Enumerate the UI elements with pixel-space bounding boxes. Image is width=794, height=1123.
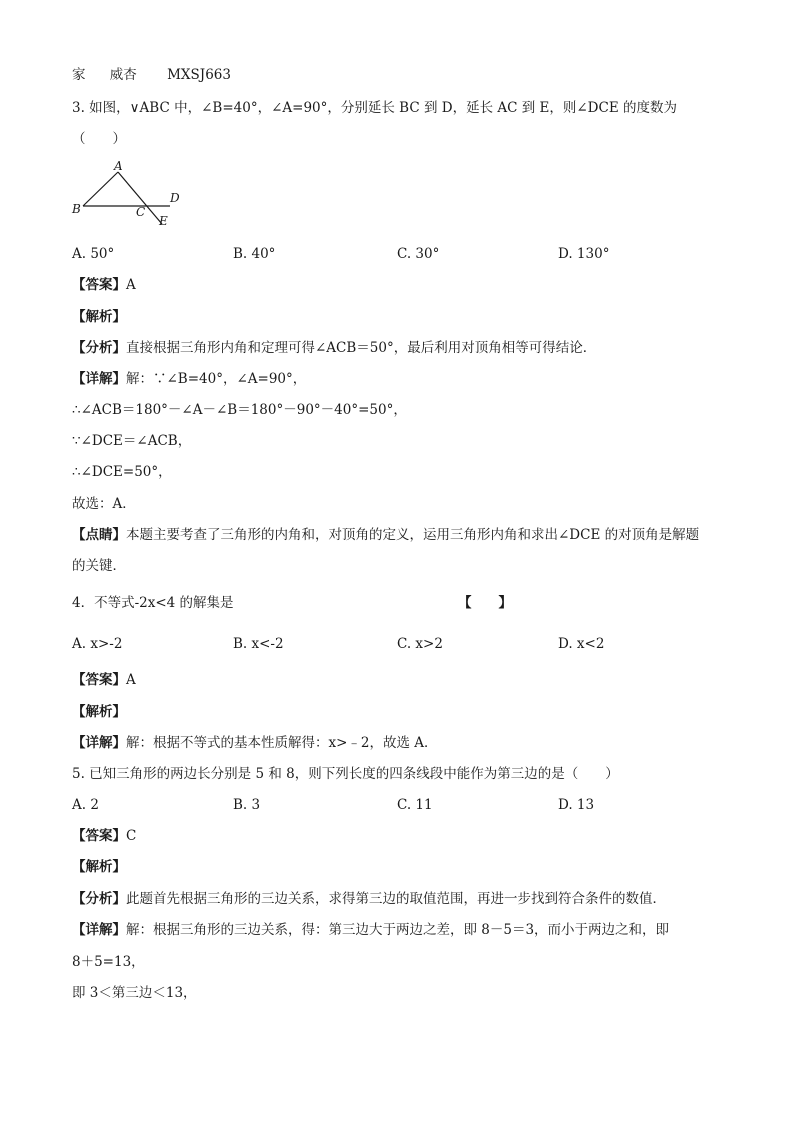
q4-stem: 4．不等式-2x<4 的解集是	[72, 595, 234, 611]
q3-option-a: A. 50°	[72, 246, 115, 262]
header-text-b: 威杏	[109, 67, 137, 83]
q3-analysis-tag: 【解析】	[72, 309, 126, 325]
q5-analysis-tag: 【解析】	[72, 859, 126, 875]
q3-detail-tag: 【详解】	[72, 371, 126, 387]
q5-detail-3: 即 3＜第三边＜13，	[72, 985, 197, 1001]
q3-detail-1	[72, 370, 306, 388]
q5-fenxi	[72, 890, 666, 908]
q4-answer-value: A	[126, 672, 136, 688]
q5-stem: 5. 已知三角形的两边长分别是 5 和 8，则下列长度的四条线段中能作为第三边的是（ ）	[72, 766, 619, 782]
q3-stem-line1: 3. 如图，∨ABC 中，∠B=40°，∠A=90°，分别延长 BC 到 D，延长 AC 到 E，则∠DCE 的度数为	[72, 100, 677, 116]
page-header	[72, 66, 231, 84]
q3-answer-value: A	[126, 277, 136, 293]
q3-detail-5: 故选：A．	[72, 496, 136, 512]
q4-option-a: A. x>-2	[72, 636, 123, 652]
label-c: C	[136, 205, 146, 219]
q4-option-d: D. x<2	[558, 636, 605, 652]
q4-answer	[72, 671, 136, 689]
q4-analysis-tag: 【解析】	[72, 704, 126, 720]
q4-detail-tag: 【详解】	[72, 735, 126, 751]
q4-option-b: B. x<-2	[233, 636, 284, 652]
q3-comment-tag: 【点睛】	[72, 527, 126, 543]
line-ab	[83, 172, 118, 206]
q3-answer	[72, 276, 136, 294]
q3-fenxi-text: 直接根据三角形内角和定理可得∠ACB＝50°，最后利用对顶角相等可得结论．	[126, 340, 597, 356]
q4-answer-tag: 【答案】	[72, 672, 126, 688]
q5-option-b: B. 3	[233, 797, 261, 813]
header-text-a: 家	[72, 67, 86, 83]
label-e: E	[159, 214, 168, 228]
label-d: D	[170, 191, 180, 205]
q3-option-d: D. 130°	[558, 246, 610, 262]
q3-fenxi-tag: 【分析】	[72, 340, 126, 356]
q5-fenxi-text: 此题首先根据三角形的三边关系，求得第三边的取值范围，再进一步找到符合条件的数值．	[126, 891, 666, 907]
q3-detail-text-1: 解：∵∠B=40°，∠A=90°，	[126, 371, 307, 387]
q3-answer-tag: 【答案】	[72, 277, 126, 293]
q4-detail-text: 解：根据不等式的基本性质解得：x>﹣2，故选 A．	[126, 735, 438, 751]
q3-detail-2: ∴∠ACB＝180°－∠A－∠B＝180°－90°－40°=50°，	[72, 402, 407, 418]
q4-detail	[72, 734, 438, 752]
label-a: A	[114, 159, 123, 173]
q3-detail-3: ∵∠DCE＝∠ACB，	[72, 433, 192, 449]
q4-bracket: 【 】	[458, 595, 512, 611]
q5-answer	[72, 827, 136, 845]
header-code: MXSJ663	[167, 67, 231, 83]
q3-fenxi	[72, 339, 596, 357]
q3-comment-1	[72, 526, 699, 544]
q3-triangle-figure	[70, 158, 190, 230]
q4-option-c: C. x>2	[397, 636, 443, 652]
q5-option-a: A. 2	[72, 797, 99, 813]
q3-option-c: C. 30°	[397, 246, 440, 262]
q5-answer-value: C	[126, 828, 137, 844]
q3-comment-2: 的关键．	[72, 558, 126, 574]
q5-detail-1	[72, 921, 669, 939]
q5-detail-text-1: 解：根据三角形的三边关系，得：第三边大于两边之差，即 8－5＝3，而小于两边之和，即	[126, 922, 670, 938]
q5-answer-tag: 【答案】	[72, 828, 126, 844]
label-b: B	[72, 202, 81, 216]
q5-option-d: D. 13	[558, 797, 595, 813]
q3-option-b: B. 40°	[233, 246, 276, 262]
q5-detail-tag: 【详解】	[72, 922, 126, 938]
q5-option-c: C. 11	[397, 797, 433, 813]
q3-detail-4: ∴∠DCE=50°，	[72, 464, 172, 480]
q5-fenxi-tag: 【分析】	[72, 891, 126, 907]
q5-detail-2: 8＋5=13，	[72, 954, 145, 970]
q3-comment-text-1: 本题主要考查了三角形的内角和，对顶角的定义，运用三角形内角和求出∠DCE 的对顶角是解题	[126, 527, 700, 543]
q3-stem-line2: （ ）	[72, 131, 126, 147]
